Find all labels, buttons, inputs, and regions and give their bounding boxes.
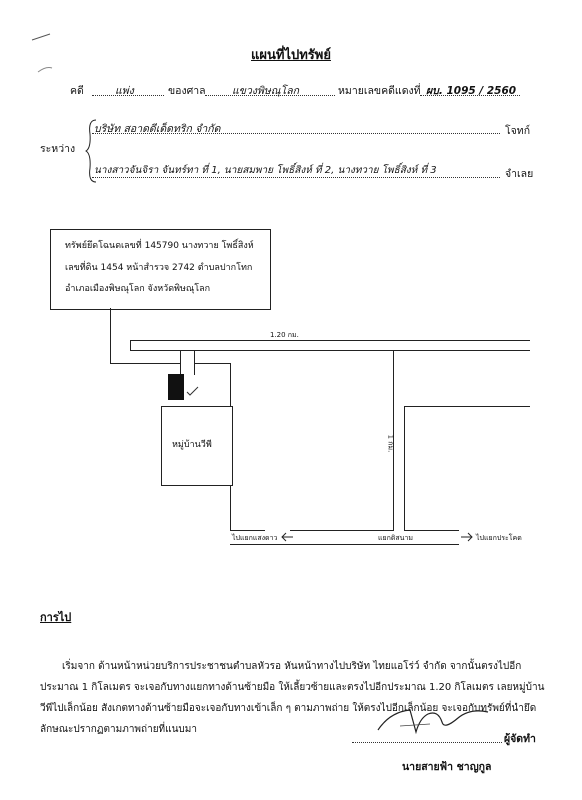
- case-type: แพ่ง: [115, 85, 134, 97]
- property-marker: [168, 374, 184, 400]
- defendant-names: นางสาวจันจิรา จันทร์ทา ที่ 1, นายสมพาย โพธิ์สิงห์ ที่ 2, นางทวาย โพธิ์สิงห์ ที่ 3: [94, 165, 437, 176]
- property-info-box: [50, 229, 271, 310]
- village-label: หมู่บ้านวีพี: [172, 440, 212, 450]
- distance-side-label: 1 กม.: [386, 434, 395, 453]
- signature-role: ผู้จัดทำ: [504, 733, 536, 745]
- directions-text: เริ่มจาก ด้านหน้าหน่วยบริการประชาชนตำบลหัวรอ หันหน้าทางไปบริษัท ไทยแอโร่ว์ จำกัด จากนั้นตรงไปอีกประมาณ 1 กิโลเมตร จะเจอกับทางแยกทางด้านซ้ายมือ ให้เลี้ยวซ้ายและตรงไปอีกประมาณ 1.20 กิโลเมตร เลยหมู่บ้านวีพีไปเล็กน้อย สังเกตทางด้านซ้ายมือจะเจอกับทางเข้าเล็ก ๆ ตามภาพถ่าย ให้ตรงไปอีกเล็กน้อย จะเจอกับทรัพย์ที่นำยึดลักษณะปรากฏตามภาพถ่ายที่แนบมา: [40, 661, 545, 735]
- defendant-role: จำเลย: [505, 168, 534, 180]
- court-name: แขวงพิษณุโลก: [232, 85, 299, 97]
- arrow-right-icon: [460, 532, 474, 542]
- signer-name: นายสายฟ้า ชาญกูล: [402, 761, 492, 773]
- check-mark: [186, 386, 200, 396]
- property-line-2: เลขที่ดิน 1454 หน้าสำรวจ 2742 ตำบลปากโทก: [65, 263, 253, 273]
- property-line-3: อำเภอเมืองพิษณุโลก จังหวัดพิษณุโลก: [65, 284, 211, 294]
- signature-scribble: [370, 700, 500, 740]
- case-no-label: หมายเลขคดีแดงที่: [338, 85, 421, 97]
- plaintiff-name: บริษัท สอาดดีเด็ดทริก จำกัด: [94, 123, 221, 135]
- junction-label: แยกดิสนาม: [378, 534, 413, 542]
- document-title: แผนที่ไปทรัพย์: [251, 48, 331, 63]
- directions-heading: การไป: [40, 611, 72, 624]
- between-label: ระหว่าง: [40, 143, 76, 155]
- case-label: คดี: [70, 85, 84, 97]
- arrow-left-icon: [280, 532, 294, 542]
- distance-top-label: 1.20 กม.: [270, 331, 299, 339]
- case-number: ผบ. 1095 / 2560: [426, 85, 517, 97]
- property-line-1: ทรัพย์ยึดโฉนดเลขที่ 145790 นางทวาย โพธิ์สิงห์: [65, 241, 254, 251]
- left-destination: ไปแยกแสงดาว: [232, 534, 278, 542]
- village-box: [161, 406, 233, 486]
- court-label: ของศาล: [168, 85, 206, 97]
- plaintiff-role: โจทก์: [505, 125, 531, 137]
- right-destination: ไปแยกประโคด: [476, 534, 522, 542]
